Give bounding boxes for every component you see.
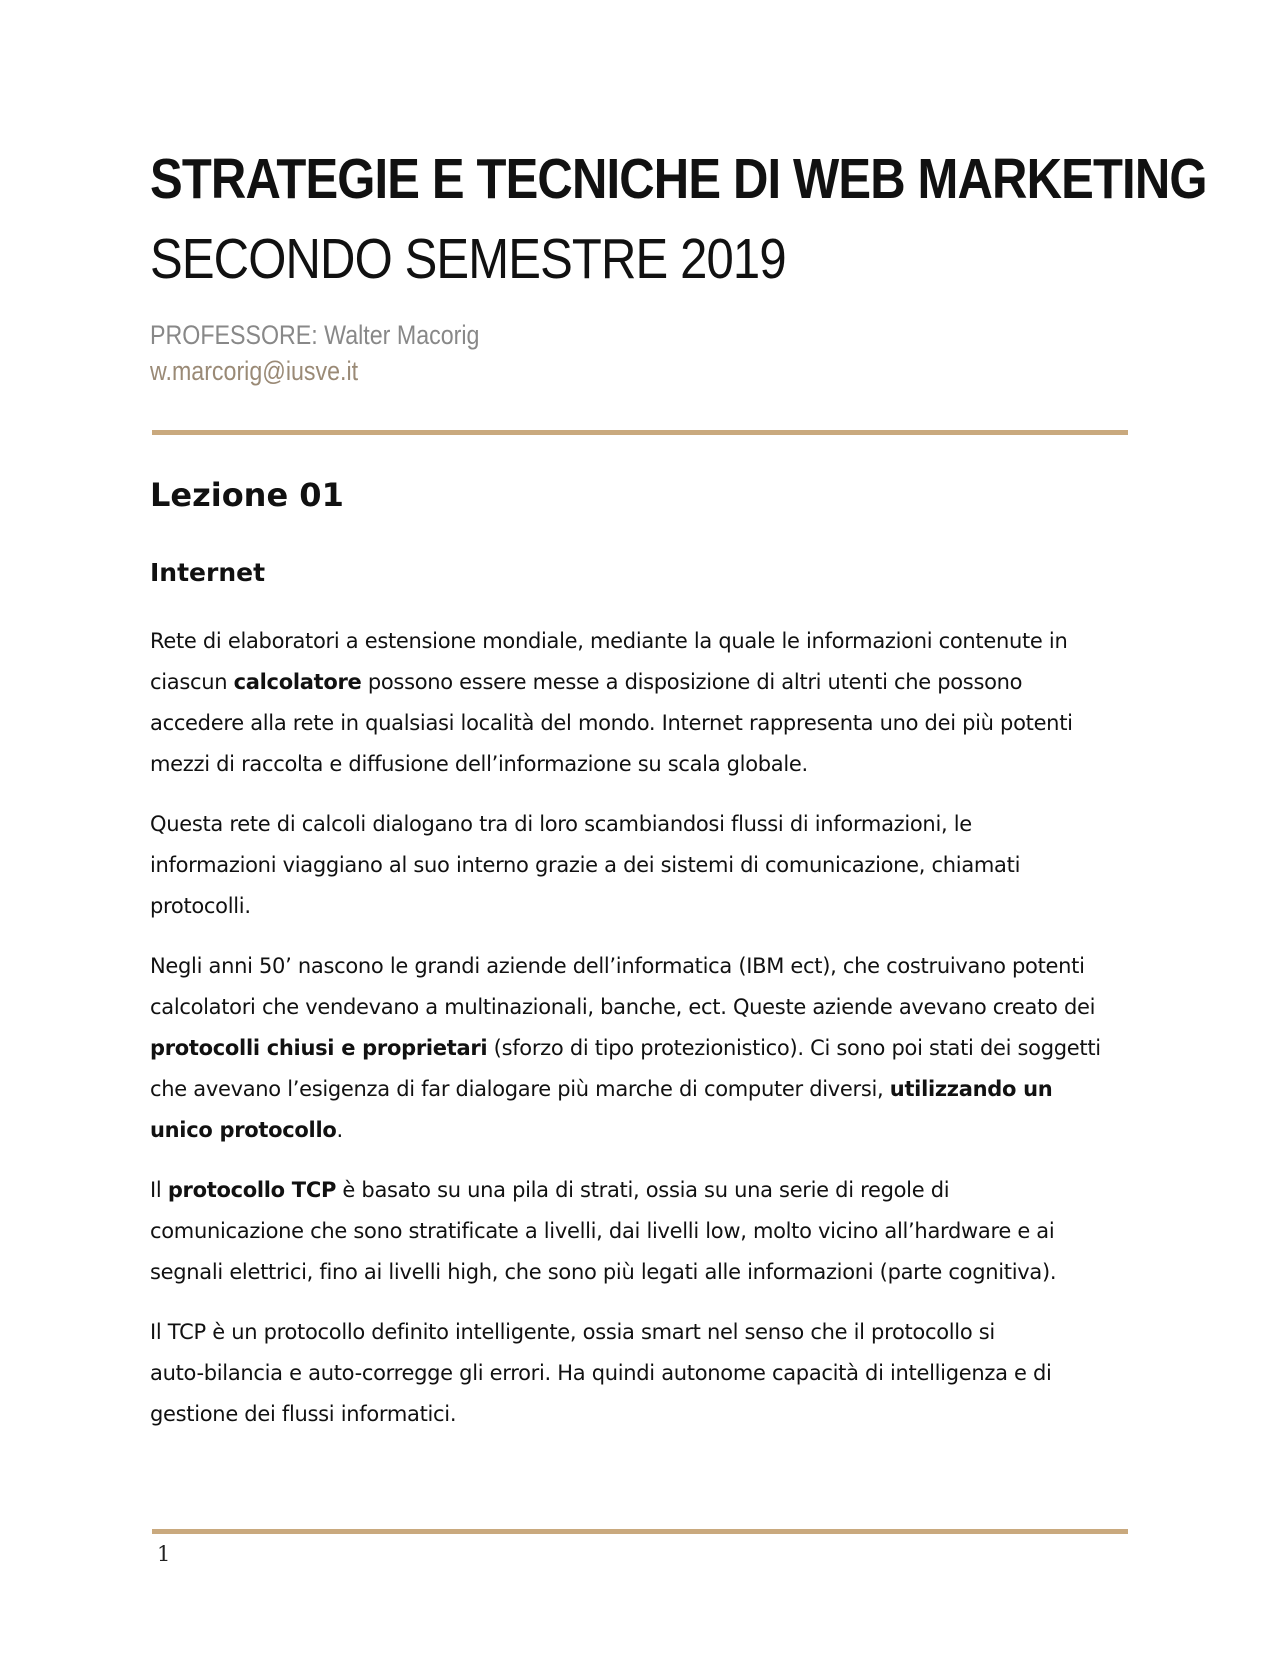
p2-line-3: protocolli. (150, 894, 251, 918)
p3-line-4a: che avevano l’esigenza di far dialogare più marche di computer diversi, (150, 1077, 890, 1101)
paragraph-2 (150, 804, 1135, 927)
document-body (150, 621, 1135, 1454)
page-number: 1 (157, 1542, 171, 1566)
p1-line-1: Rete di elaboratori a estensione mondiale, mediante la quale le informazioni contenute in (150, 629, 1068, 653)
p1-line-2a: ciascun (150, 670, 234, 694)
p4-line-1a: Il (150, 1178, 168, 1202)
lesson-heading: Lezione 01 (150, 476, 344, 514)
p1-line-4: mezzi di raccolta e diffusione dell’informazione su scala globale. (150, 752, 808, 776)
document-title: STRATEGIE E TECNICHE DI WEB MARKETING (150, 147, 1207, 211)
p3-line-3-rest: (sforzo di tipo protezionistico). Ci sono poi stati dei soggetti (487, 1036, 1101, 1060)
p3-line-5-rest: . (336, 1118, 343, 1142)
p5-line-1: Il TCP è un protocollo definito intelligente, ossia smart nel senso che il protocollo si (150, 1320, 995, 1344)
term-protocolli-chiusi: protocolli chiusi e proprietari (150, 1036, 488, 1060)
professor-name: PROFESSORE: Walter Macorig (150, 320, 480, 350)
p3-line-1: Negli anni 50’ nascono le grandi aziende dell’informatica (IBM ect), che costruivano potenti (150, 954, 1085, 978)
term-calcolatore: calcolatore (233, 670, 362, 694)
p4-line-1-rest: è basato su una pila di strati, ossia su una serie di regole di (336, 1178, 950, 1202)
footer-divider (152, 1529, 1128, 1534)
section-heading: Internet (150, 558, 266, 587)
paragraph-1 (150, 621, 1135, 785)
header-divider (152, 430, 1128, 435)
term-protocollo-tcp: protocollo TCP (167, 1178, 337, 1202)
p3-line-2: calcolatori che vendevano a multinazionali, banche, ect. Queste aziende avevano creato dei (150, 995, 1096, 1019)
term-utilizzando-un: utilizzando un (889, 1077, 1053, 1101)
paragraph-3 (150, 946, 1135, 1151)
document-subtitle: SECONDO SEMESTRE 2019 (150, 227, 786, 291)
p4-line-3: segnali elettrici, fino ai livelli high, che sono più legati alle informazioni (parte cognitiva). (150, 1260, 1057, 1284)
paragraph-5 (150, 1312, 1135, 1435)
p2-line-1: Questa rete di calcoli dialogano tra di loro scambiandosi flussi di informazioni, le (150, 812, 972, 836)
term-unico-protocollo: unico protocollo (150, 1118, 337, 1142)
p5-line-3: gestione dei flussi informatici. (150, 1402, 457, 1426)
p1-line-3: accedere alla rete in qualsiasi località del mondo. Internet rappresenta uno dei più potenti (150, 711, 1073, 735)
p5-line-2: auto-bilancia e auto-corregge gli errori. Ha quindi autonome capacità di intelligenza e di (150, 1361, 1052, 1385)
professor-email: w.marcorig@iusve.it (150, 356, 359, 386)
p2-line-2: informazioni viaggiano al suo interno grazie a dei sistemi di comunicazione, chiamati (150, 853, 1021, 877)
paragraph-4 (150, 1170, 1135, 1293)
p4-line-2: comunicazione che sono stratificate a livelli, dai livelli low, molto vicino all’hardware e ai (150, 1219, 1055, 1243)
p1-line-2c: possono essere messe a disposizione di altri utenti che possono (361, 670, 1023, 694)
